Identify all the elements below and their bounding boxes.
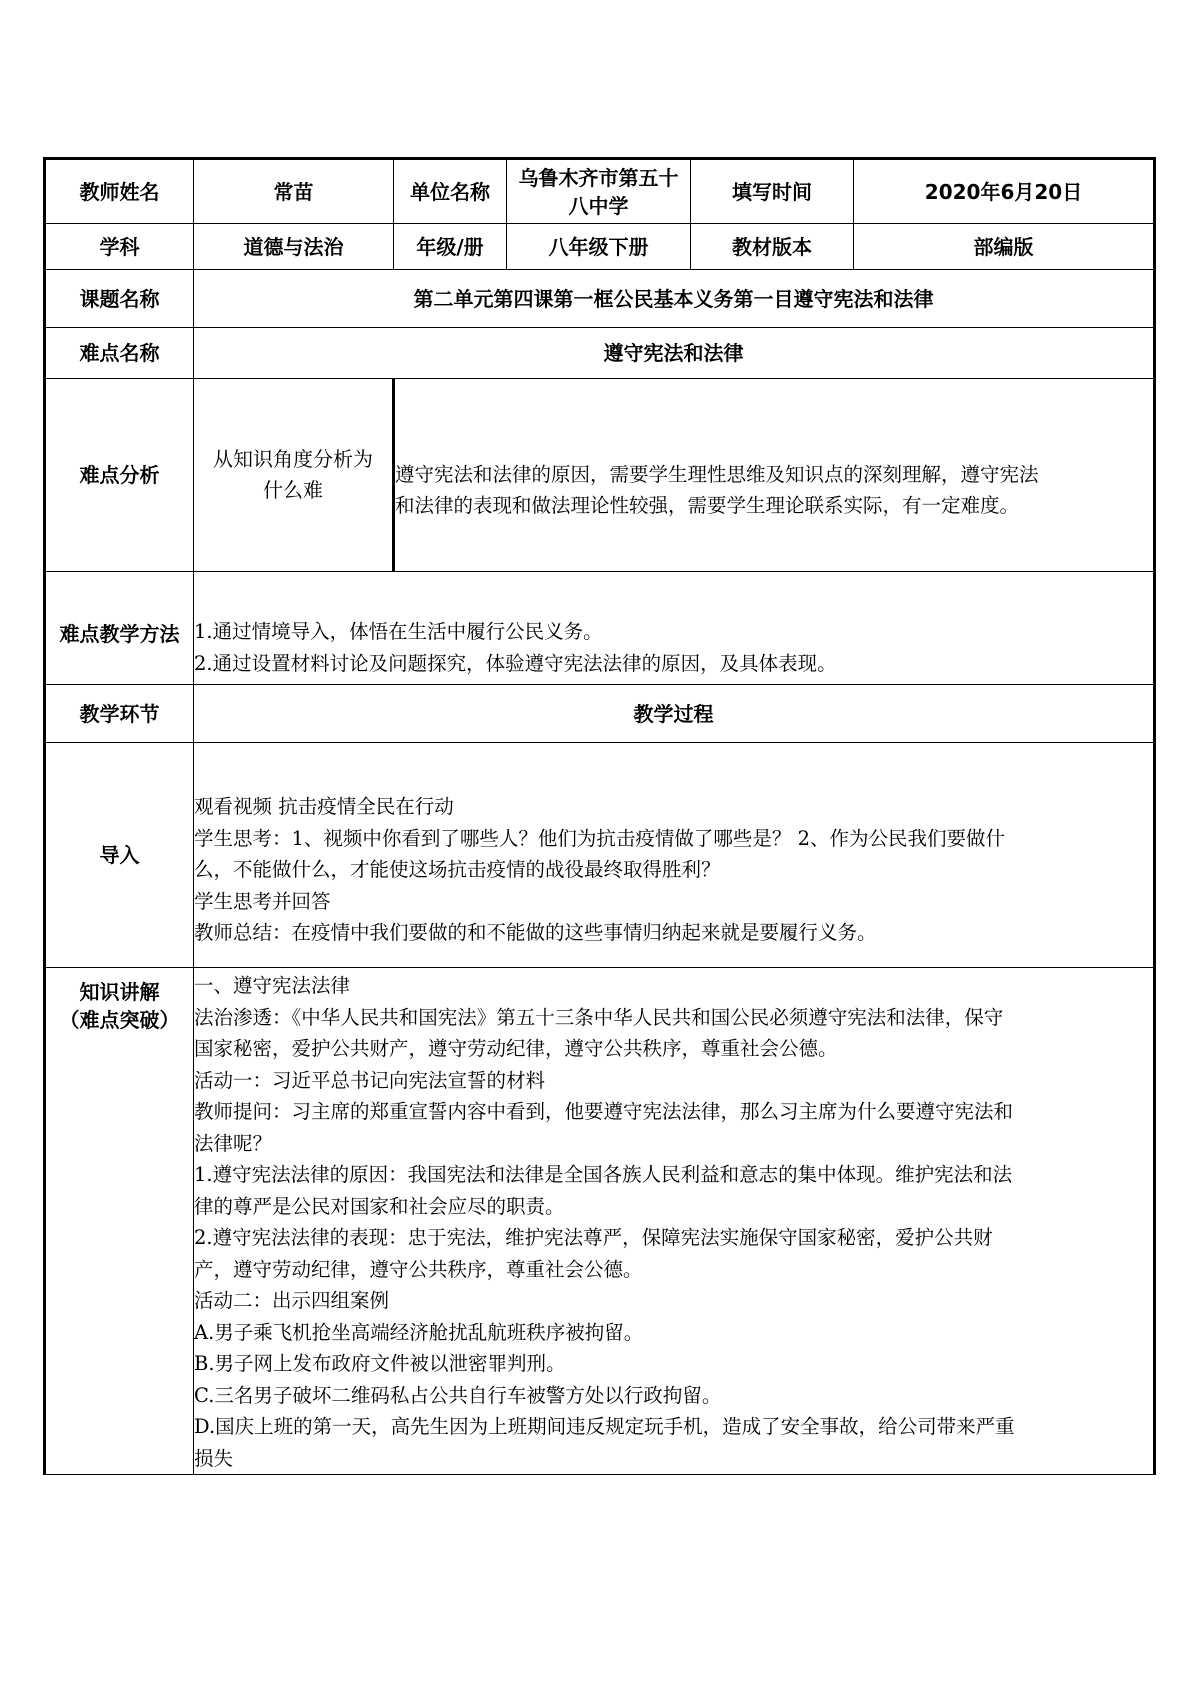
unit-value-line2: 八中学 [568,193,629,218]
edition-value: 部编版 [854,224,1155,270]
unit-label: 单位名称 [394,159,507,224]
lesson-plan-table [43,157,1156,1475]
lead-in-line: 学生思考：1、视频中你看到了哪些人？他们为抗击疫情做了哪些是？ 2、作为公民我们要做什 [194,826,1006,850]
header-row-1 [45,159,1155,224]
analysis-text-line2: 和法律的表现和做法理论性较强，需要学生理论联系实际，有一定难度。 [395,494,1020,517]
teacher-label: 教师姓名 [45,159,194,224]
method-row [45,572,1155,685]
difficulty-row [45,328,1155,379]
process-header-value: 教学过程 [194,685,1155,743]
knowledge-line: 产，遵守劳动纪律，遵守公共秩序，尊重社会公德。 [194,1257,643,1281]
analysis-sub-label-line1: 从知识角度分析为 [213,447,373,471]
method-label: 难点教学方法 [45,572,194,685]
knowledge-label-line1: 知识讲解 [79,980,160,1004]
knowledge-line: 2.遵守宪法法律的表现：忠于宪法，维护宪法尊严，保障宪法实施保守国家秘密，爱护公共财 [194,1226,993,1249]
knowledge-label-line2: （难点突破） [59,1008,180,1032]
lead-in-line: 观看视频 抗击疫情全民在行动 [194,795,454,818]
analysis-row [45,379,1155,572]
knowledge-line: D.国庆上班的第一天，高先生因为上班期间违反规定玩手机，造成了安全事故，给公司带来严重 [194,1415,1015,1438]
knowledge-line: 律的尊严是公民对国家和社会应尽的职责。 [194,1194,565,1218]
lead-in-line: 么，不能做什么，才能使这场抗击疫情的战役最终取得胜利？ [194,858,721,881]
knowledge-text [194,968,1155,1475]
knowledge-line: 1.遵守宪法法律的原因：我国宪法和法律是全国各族人民利益和意志的集中体现。维护宪法和法 [194,1163,1013,1186]
knowledge-line: 法律呢？ [194,1131,273,1155]
date-label: 填写时间 [691,159,854,224]
knowledge-label [45,968,194,1475]
knowledge-line: 活动一：习近平总书记向宪法宣誓的材料 [194,1068,546,1092]
lead-in-text [194,743,1155,968]
analysis-sub-label [194,379,394,572]
method-line2: 2.通过设置材料讨论及问题探究，体验遵守宪法法律的原因，及具体表现。 [194,651,837,675]
process-header-label: 教学环节 [45,685,194,743]
lead-in-line: 学生思考并回答 [194,889,331,913]
header-row-2 [45,224,1155,270]
difficulty-label: 难点名称 [45,328,194,379]
knowledge-line: 国家秘密，爱护公共财产，遵守劳动纪律，遵守公共秩序，尊重社会公德。 [194,1037,838,1060]
analysis-sub-label-line2: 什么难 [263,478,323,502]
lead-in-row [45,743,1155,968]
method-line1: 1.通过情境导入，体悟在生活中履行公民义务。 [194,620,603,643]
knowledge-line: 活动二：出示四组案例 [194,1289,390,1312]
knowledge-line: B.男子网上发布政府文件被以泄密罪判刑。 [194,1352,566,1375]
unit-value-line1: 乌鲁木齐市第五十 [518,165,679,190]
lead-in-line: 教师总结：在疫情中我们要做的和不能做的这些事情归纳起来就是要履行义务。 [194,921,877,944]
knowledge-line: A.男子乘飞机抢坐高端经济舱扰乱航班秩序被拘留。 [194,1320,644,1344]
knowledge-line: 法治渗透：《中华人民共和国宪法》第五十三条中华人民共和国公民必须遵守宪法和法律，保守 [194,1005,1004,1029]
lesson-plan-page [43,157,1153,1475]
topic-label: 课题名称 [45,270,194,328]
topic-value: 第二单元第四课第一框公民基本义务第一目遵守宪法和法律 [194,270,1155,328]
knowledge-line: 教师提问：习主席的郑重宣誓内容中看到，他要遵守宪法法律，那么习主席为什么要遵守宪法和 [194,1100,1014,1123]
date-value: 2020年6月20日 [854,159,1155,224]
subject-value: 道德与法治 [194,224,394,270]
edition-label: 教材版本 [691,224,854,270]
difficulty-value: 遵守宪法和法律 [194,328,1155,379]
knowledge-line: 一、遵守宪法法律 [194,974,351,997]
subject-label: 学科 [45,224,194,270]
grade-label: 年级/册 [394,224,507,270]
process-header-row [45,685,1155,743]
lead-in-label: 导入 [45,743,194,968]
knowledge-row [45,968,1155,1475]
knowledge-line: 损失 [194,1446,234,1470]
unit-value [507,159,691,224]
analysis-text [394,379,1155,572]
analysis-text-line1: 遵守宪法和法律的原因，需要学生理性思维及知识点的深刻理解，遵守宪法 [395,462,1039,486]
knowledge-line: C.三名男子破坏二维码私占公共自行车被警方处以行政拘留。 [194,1383,722,1407]
topic-row [45,270,1155,328]
grade-value: 八年级下册 [507,224,691,270]
analysis-label: 难点分析 [45,379,194,572]
teacher-value: 常苗 [194,159,394,224]
method-text [194,572,1155,685]
